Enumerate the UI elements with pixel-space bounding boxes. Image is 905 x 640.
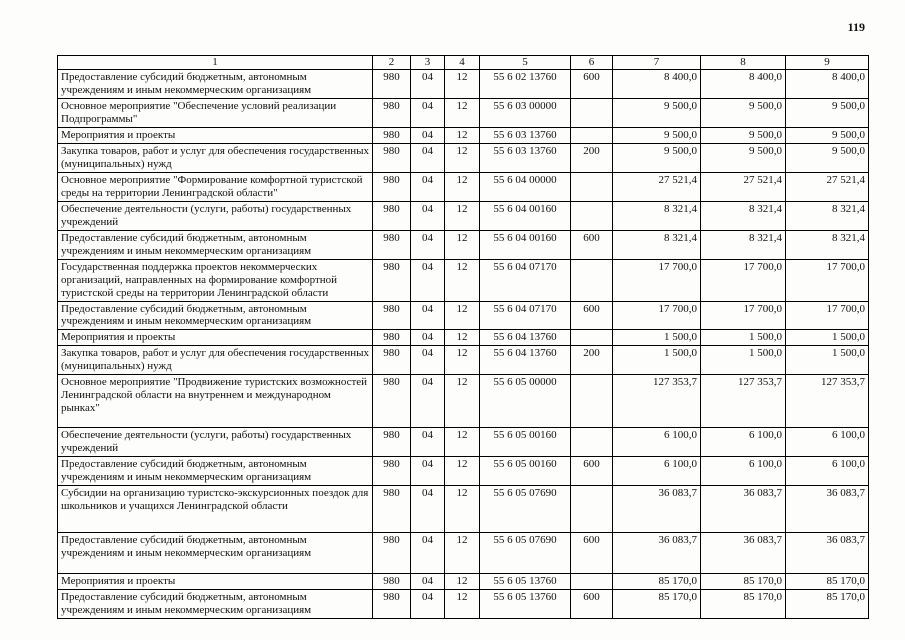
table-cell: 8 321,4 [786, 230, 869, 259]
table-cell: 600 [571, 457, 613, 486]
table-cell [571, 330, 613, 346]
table-cell: 9 500,0 [786, 98, 869, 127]
table-cell: 9 500,0 [786, 127, 869, 143]
table-cell: 980 [373, 428, 411, 457]
table-cell: 55 6 05 13760 [480, 574, 571, 590]
column-header: 9 [786, 56, 869, 70]
table-cell: 6 100,0 [701, 428, 786, 457]
table-cell: 04 [411, 172, 445, 201]
header-row [58, 56, 869, 70]
table-cell: 85 170,0 [613, 574, 701, 590]
table-cell: 17 700,0 [701, 301, 786, 330]
table-cell: 980 [373, 590, 411, 619]
table-cell: 6 100,0 [701, 457, 786, 486]
table-cell: 127 353,7 [613, 375, 701, 428]
table-cell: 04 [411, 301, 445, 330]
table-cell: 1 500,0 [613, 346, 701, 375]
table-cell: 12 [445, 98, 480, 127]
table-cell: 36 083,7 [613, 533, 701, 574]
table-cell: 85 170,0 [701, 590, 786, 619]
table-cell: 12 [445, 533, 480, 574]
table-cell: 12 [445, 330, 480, 346]
table-cell: 12 [445, 428, 480, 457]
table-cell [571, 375, 613, 428]
table-cell: 127 353,7 [701, 375, 786, 428]
table-row [58, 486, 869, 533]
table-row [58, 70, 869, 99]
table-cell: 980 [373, 375, 411, 428]
table-cell: 600 [571, 533, 613, 574]
table-cell: Закупка товаров, работ и услуг для обеспечения государственных (муниципальных) нужд [58, 346, 373, 375]
table-cell: 55 6 03 13760 [480, 143, 571, 172]
table-cell: 04 [411, 70, 445, 99]
table-cell: 36 083,7 [701, 533, 786, 574]
page-number: 119 [847, 20, 865, 34]
column-header: 3 [411, 56, 445, 70]
table-cell: 980 [373, 533, 411, 574]
table-cell: Предоставление субсидий бюджетным, автономным учреждениям и иным некоммерческим организациям [58, 230, 373, 259]
table-cell: 55 6 04 00160 [480, 230, 571, 259]
table-cell: 17 700,0 [613, 259, 701, 301]
table-cell: 55 6 05 07690 [480, 486, 571, 533]
table-cell: 36 083,7 [786, 486, 869, 533]
column-header: 7 [613, 56, 701, 70]
table-cell: 04 [411, 98, 445, 127]
table-cell: 12 [445, 457, 480, 486]
table-cell: 17 700,0 [786, 259, 869, 301]
table-cell [571, 259, 613, 301]
table-cell: 04 [411, 330, 445, 346]
table-cell: 55 6 05 13760 [480, 590, 571, 619]
table-cell: 6 100,0 [613, 457, 701, 486]
table-cell: 27 521,4 [701, 172, 786, 201]
table-cell [571, 428, 613, 457]
table-cell: 17 700,0 [786, 301, 869, 330]
table-cell: Основное мероприятие "Формирование комфортной туристской среды на территории Ленинградской области" [58, 172, 373, 201]
table-cell: 600 [571, 301, 613, 330]
table-cell: 04 [411, 486, 445, 533]
table-cell: 1 500,0 [786, 346, 869, 375]
table-cell: 127 353,7 [786, 375, 869, 428]
table-cell: 85 170,0 [701, 574, 786, 590]
table-cell: 9 500,0 [613, 98, 701, 127]
table-cell: 980 [373, 98, 411, 127]
table-cell: Обеспечение деятельности (услуги, работы) государственных учреждений [58, 201, 373, 230]
table-cell: 980 [373, 172, 411, 201]
table-row [58, 330, 869, 346]
table-cell: 6 100,0 [613, 428, 701, 457]
table-cell: 980 [373, 143, 411, 172]
table-cell: 85 170,0 [786, 574, 869, 590]
table-cell: 980 [373, 486, 411, 533]
table-cell: 17 700,0 [613, 301, 701, 330]
table-row [58, 533, 869, 574]
table-cell: 1 500,0 [701, 330, 786, 346]
table-row [58, 259, 869, 301]
table-cell: 55 6 04 00160 [480, 201, 571, 230]
table-cell: Мероприятия и проекты [58, 330, 373, 346]
table-row [58, 172, 869, 201]
table-cell: 55 6 05 07690 [480, 533, 571, 574]
table-cell: 55 6 05 00160 [480, 428, 571, 457]
table-cell: 980 [373, 301, 411, 330]
table-cell: 85 170,0 [613, 590, 701, 619]
table-cell: 55 6 04 07170 [480, 301, 571, 330]
table-cell: Предоставление субсидий бюджетным, автономным учреждениям и иным некоммерческим организациям [58, 457, 373, 486]
table-cell: 9 500,0 [613, 127, 701, 143]
table-cell: Мероприятия и проекты [58, 574, 373, 590]
table-row [58, 457, 869, 486]
table-cell: 55 6 05 00000 [480, 375, 571, 428]
table-cell: 04 [411, 590, 445, 619]
table-cell: 12 [445, 574, 480, 590]
table-cell: Предоставление субсидий бюджетным, автономным учреждениям и иным некоммерческим организациям [58, 70, 373, 99]
table-cell: 04 [411, 375, 445, 428]
table-cell: 980 [373, 259, 411, 301]
table-cell: 36 083,7 [786, 533, 869, 574]
table-row [58, 375, 869, 428]
table-cell: Закупка товаров, работ и услуг для обеспечения государственных (муниципальных) нужд [58, 143, 373, 172]
table-cell: 12 [445, 230, 480, 259]
table-cell: Субсидии на организацию туристско-экскурсионных поездок для школьников и учащихся Ленинградской области [58, 486, 373, 533]
table-cell: 1 500,0 [701, 346, 786, 375]
table-cell: 8 321,4 [701, 201, 786, 230]
column-header: 2 [373, 56, 411, 70]
table-cell: 12 [445, 590, 480, 619]
table-cell: 8 400,0 [701, 70, 786, 99]
table-cell: Предоставление субсидий бюджетным, автономным учреждениям и иным некоммерческим организациям [58, 533, 373, 574]
table-cell: Предоставление субсидий бюджетным, автономным учреждениям и иным некоммерческим организациям [58, 590, 373, 619]
table-cell: 36 083,7 [613, 486, 701, 533]
table-cell: 55 6 04 13760 [480, 346, 571, 375]
budget-table [57, 55, 869, 619]
table-cell [571, 574, 613, 590]
table-cell: 27 521,4 [786, 172, 869, 201]
table-cell: 55 6 05 00160 [480, 457, 571, 486]
table-cell: 12 [445, 143, 480, 172]
column-header: 6 [571, 56, 613, 70]
table-cell: 8 321,4 [613, 230, 701, 259]
table-cell: 12 [445, 127, 480, 143]
table-cell: 04 [411, 143, 445, 172]
table-cell: 55 6 03 00000 [480, 98, 571, 127]
table-cell: 980 [373, 457, 411, 486]
table-cell [571, 172, 613, 201]
table-cell [571, 201, 613, 230]
table-cell: 600 [571, 590, 613, 619]
table-row [58, 574, 869, 590]
table-cell: 9 500,0 [701, 143, 786, 172]
table-header [58, 56, 869, 70]
table-cell: 12 [445, 301, 480, 330]
table-body [58, 70, 869, 619]
table-cell [571, 127, 613, 143]
table-row [58, 428, 869, 457]
table-row [58, 230, 869, 259]
table-cell: 980 [373, 70, 411, 99]
table-cell: 12 [445, 70, 480, 99]
table-cell: 6 100,0 [786, 428, 869, 457]
table-row [58, 346, 869, 375]
table-cell: 55 6 04 13760 [480, 330, 571, 346]
table-cell: 55 6 04 07170 [480, 259, 571, 301]
table-cell: 8 400,0 [786, 70, 869, 99]
table-cell: 980 [373, 330, 411, 346]
table-cell: 1 500,0 [613, 330, 701, 346]
table-cell: 12 [445, 346, 480, 375]
table-cell: 980 [373, 127, 411, 143]
table-cell: 17 700,0 [701, 259, 786, 301]
table-cell: 8 321,4 [786, 201, 869, 230]
table-cell: 600 [571, 230, 613, 259]
table-cell: Основное мероприятие "Обеспечение условий реализации Подпрограммы" [58, 98, 373, 127]
table-cell: 12 [445, 172, 480, 201]
table-cell: 9 500,0 [613, 143, 701, 172]
table-cell: 27 521,4 [613, 172, 701, 201]
table-cell: 8 400,0 [613, 70, 701, 99]
table-cell: 55 6 02 13760 [480, 70, 571, 99]
table-cell: 04 [411, 428, 445, 457]
table-cell: Предоставление субсидий бюджетным, автономным учреждениям и иным некоммерческим организациям [58, 301, 373, 330]
table-cell: 55 6 03 13760 [480, 127, 571, 143]
table-cell: 6 100,0 [786, 457, 869, 486]
table-cell: 9 500,0 [786, 143, 869, 172]
table-cell: 980 [373, 201, 411, 230]
table-cell: Основное мероприятие "Продвижение туристских возможностей Ленинградской области на внутреннем и международном рынках" [58, 375, 373, 428]
column-header: 5 [480, 56, 571, 70]
table-cell: 04 [411, 230, 445, 259]
table-cell: 12 [445, 259, 480, 301]
table-cell: 980 [373, 346, 411, 375]
table-cell: 12 [445, 375, 480, 428]
table-cell: 36 083,7 [701, 486, 786, 533]
table-cell: 8 321,4 [613, 201, 701, 230]
table-cell [571, 98, 613, 127]
table-row [58, 590, 869, 619]
table-cell: 04 [411, 127, 445, 143]
table-cell: 04 [411, 457, 445, 486]
table-row [58, 143, 869, 172]
table-row [58, 127, 869, 143]
table-cell: Обеспечение деятельности (услуги, работы) государственных учреждений [58, 428, 373, 457]
table-cell: 04 [411, 201, 445, 230]
table-row [58, 98, 869, 127]
column-header: 1 [58, 56, 373, 70]
table-cell: 04 [411, 259, 445, 301]
table-row [58, 201, 869, 230]
table-cell: 12 [445, 486, 480, 533]
column-header: 4 [445, 56, 480, 70]
table-cell: 980 [373, 574, 411, 590]
table-cell: 8 321,4 [701, 230, 786, 259]
table-cell [571, 486, 613, 533]
table-cell: 04 [411, 574, 445, 590]
table-cell: 04 [411, 346, 445, 375]
table-cell: 9 500,0 [701, 98, 786, 127]
table-row [58, 301, 869, 330]
table-cell: 980 [373, 230, 411, 259]
table-cell: 200 [571, 143, 613, 172]
table-cell: 85 170,0 [786, 590, 869, 619]
column-header: 8 [701, 56, 786, 70]
table-cell: 9 500,0 [701, 127, 786, 143]
table-cell: 55 6 04 00000 [480, 172, 571, 201]
table-cell: 200 [571, 346, 613, 375]
table-cell: 600 [571, 70, 613, 99]
table-cell: Государственная поддержка проектов некоммерческих организаций, направленных на формирование комфортной туристской среды на территории Ленинградской области [58, 259, 373, 301]
table-cell: 04 [411, 533, 445, 574]
table-cell: Мероприятия и проекты [58, 127, 373, 143]
table-cell: 12 [445, 201, 480, 230]
table-cell: 1 500,0 [786, 330, 869, 346]
